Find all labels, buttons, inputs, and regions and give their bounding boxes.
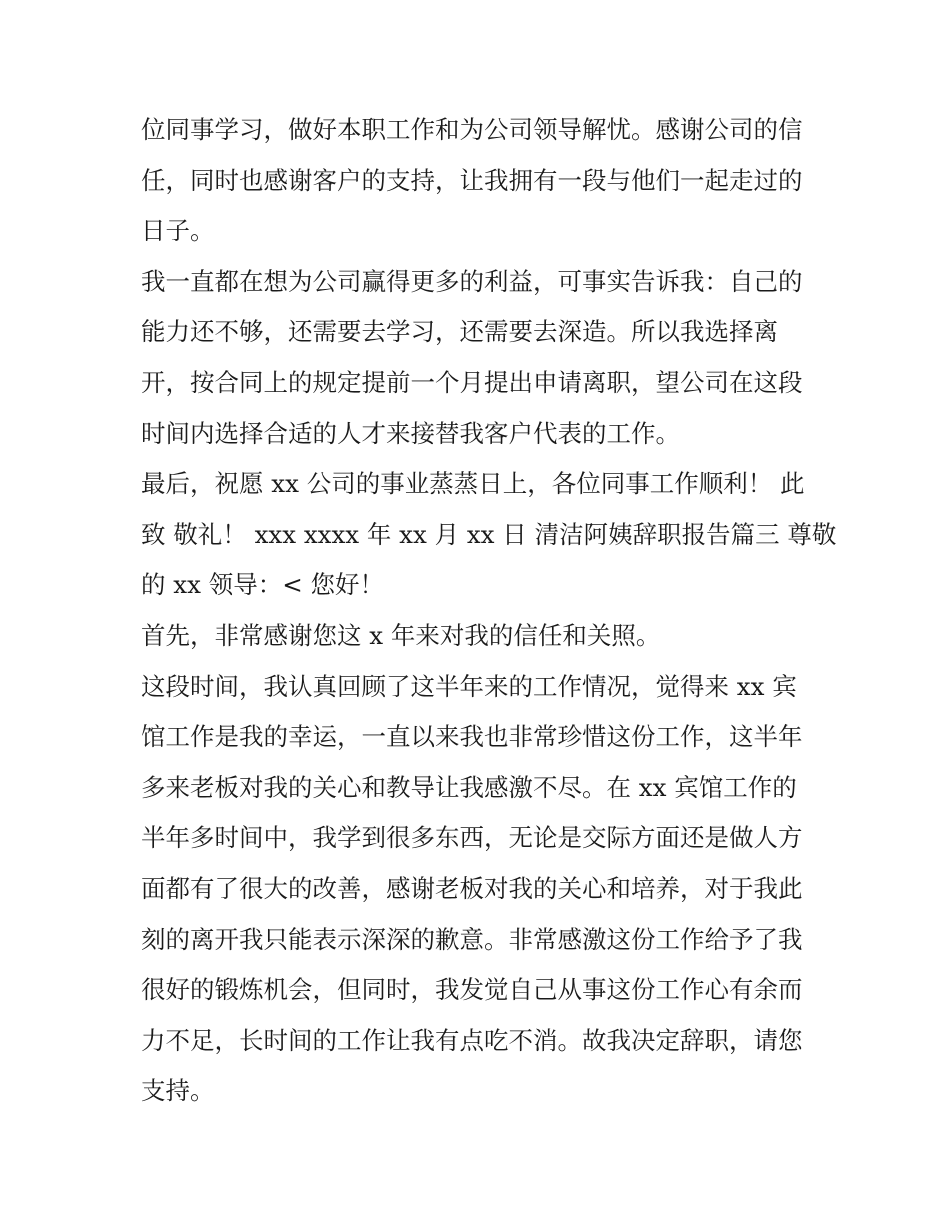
text-line: 任，同时也感谢客户的支持，让我拥有一段与他们一起走过的 — [141, 165, 803, 195]
document-body — [141, 105, 837, 1117]
text-line: 开，按合同上的规定提前一个月提出申请离职，望公司在这段 — [141, 367, 803, 397]
paragraph-5 — [141, 662, 816, 1117]
text-line: 首先，非常感谢您这 x 年来对我的信任和关照。 — [141, 620, 661, 650]
text-line: 日子。 — [141, 216, 215, 246]
text-line: 馆工作是我的幸运，一直以来我也非常珍惜这份工作，这半年 — [141, 722, 803, 752]
paragraph-3 — [141, 459, 837, 611]
text-line: 很好的锻炼机会，但同时，我发觉自己从事这份工作心有余而 — [141, 975, 803, 1005]
text-line: 力不足，长时间的工作让我有点吃不消。故我决定辞职，请您 — [141, 1025, 803, 1055]
text-line: 位同事学习，做好本职工作和为公司领导解忧。感谢公司的信 — [141, 115, 803, 144]
text-line: 致 敬礼！ xxx xxxx 年 xx 月 xx 日 清洁阿姨辞职报告篇三 尊敬 — [141, 519, 837, 549]
text-line: 的 xx 领导：< 您好！ — [141, 570, 385, 600]
paragraph-1 — [141, 105, 816, 257]
text-line: 半年多时间中，我学到很多东西，无论是交际方面还是做人方 — [141, 823, 803, 853]
text-line: 支持。 — [141, 1076, 215, 1106]
text-line: 能力还不够，还需要去学习，还需要去深造。所以我选择离 — [141, 317, 778, 347]
text-line: 刻的离开我只能表示深深的歉意。非常感激这份工作给予了我 — [141, 924, 803, 954]
paragraph-2 — [141, 257, 816, 459]
text-line: 多来老板对我的关心和教导让我感激不尽。在 xx 宾馆工作的 — [141, 772, 797, 802]
text-line: 面都有了很大的改善，感谢老板对我的关心和培养，对于我此 — [141, 873, 803, 903]
paragraph-4 — [141, 611, 816, 662]
text-line: 时间内选择合适的人才来接替我客户代表的工作。 — [141, 418, 680, 448]
text-line: 这段时间，我认真回顾了这半年来的工作情况，觉得来 xx 宾 — [141, 671, 797, 701]
text-line: 最后，祝愿 xx 公司的事业蒸蒸日上，各位同事工作顺利！ 此 — [141, 469, 805, 499]
text-line: 我一直都在想为公司赢得更多的利益，可事实告诉我：自己的 — [141, 266, 803, 296]
